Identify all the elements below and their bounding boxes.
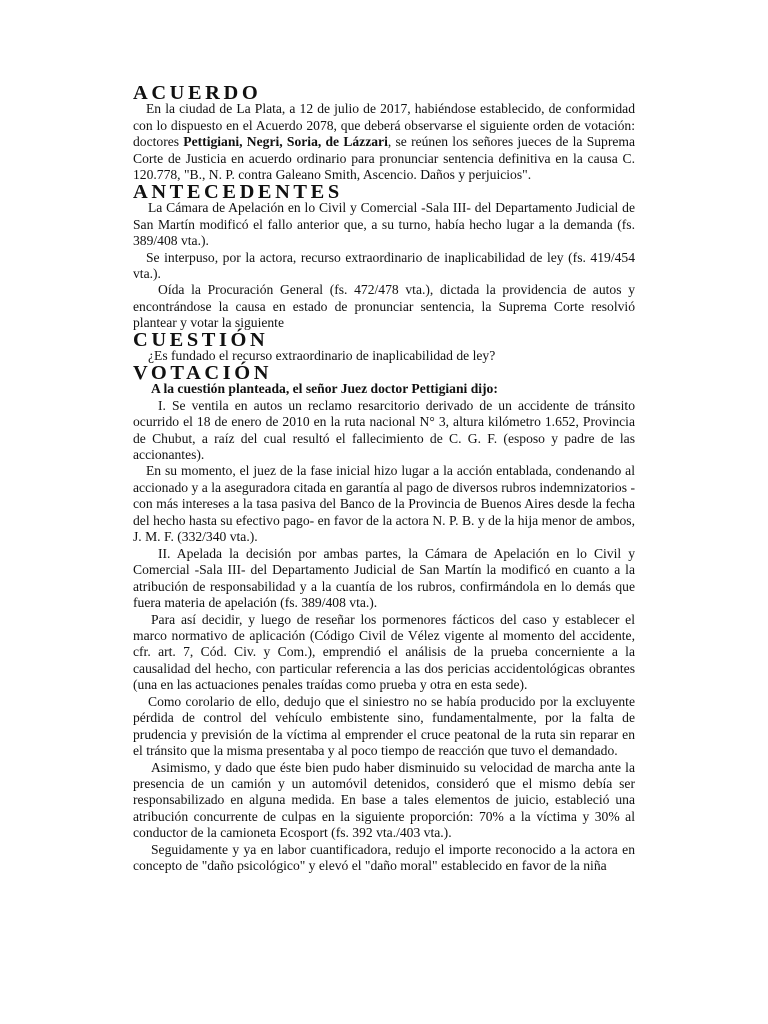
- antecedentes-paragraph-1: La Cámara de Apelación en lo Civil y Comercial -Sala III- del Departamento Judicial de San Martín modificó el fallo anterior que, a su turno, había hecho lugar a la demanda (fs. 389/408 vta.).: [133, 200, 635, 249]
- judges-names: Pettigiani, Negri, Soria, de Lázzari: [183, 134, 388, 150]
- antecedentes-paragraph-3: Oída la Procuración General (fs. 472/478 vta.), dictada la providencia de autos y encontrándose la causa en estado de pronunciar sentencia, la Suprema Corte resolvió plantear y votar la siguiente: [133, 282, 635, 331]
- votacion-paragraph-7: Seguidamente y ya en labor cuantificadora, redujo el importe reconocido a la actora en concepto de "daño psicológico" y elevó el "daño moral" establecido en favor de la niña: [133, 841, 635, 874]
- cuestion-heading: CUESTIÓN: [133, 328, 269, 351]
- antecedentes-paragraph-2: Se interpuso, por la actora, recurso extraordinario de inaplicabilidad de ley (fs. 419/454 vta.).: [133, 249, 635, 281]
- cuestion-paragraph: ¿Es fundado el recurso extraordinario de inaplicabilidad de ley?: [148, 348, 496, 364]
- document-page: [133, 82, 636, 875]
- votacion-paragraph-6: Asimismo, y dado que éste bien pudo haber disminuido su velocidad de marcha ante la presencia de un camión y un automóvil detenidos, consideró que el mismo debía ser responsabilizado en alguna medida. En base a tales elementos de juicio, estableció una atribución concurrente de culpas en la siguiente proporción: 70% a la víctima y 30% al conductor de la camioneta Ecosport (fs. 392 vta./403 vta.).: [133, 759, 635, 841]
- antecedentes-heading: ANTECEDENTES: [133, 180, 343, 203]
- votacion-paragraph-4: Para así decidir, y luego de reseñar los pormenores fácticos del caso y establecer el marco normativo de aplicación (Código Civil de Vélez vigente al momento del accidente, cfr. art. 7, Cód. Civ. y Com.), emprendió el análisis de la prueba concerniente a la causalidad del hecho, con particular referencia a las dos pericias accidentológicas obrantes (una en las actuaciones penales traídas como prueba y otra en esta sede).: [133, 611, 635, 693]
- votacion-heading: VOTACIÓN: [133, 361, 273, 384]
- acuerdo-text-a: En la ciudad de La Plata, a 12 de julio de 2017, habiéndose establecido, de conformidad con lo dispuesto en el Acuerdo 2078, que deberá observarse el siguiente orden de votación: doctores: [133, 101, 635, 150]
- votacion-paragraph-2: En su momento, el juez de la fase inicial hizo lugar a la acción entablada, condenando al accionado y a la aseguradora citada en garantía al pago de diversos rubros indemnizatorios -con más intereses a la tasa pasiva del Banco de la Provincia de Buenos Aires desde la fecha del hecho hasta su efectivo pago- en favor de la actora N. P. B. y de la hija menor de ambos, J. M. F. (332/340 vta.).: [133, 463, 635, 545]
- acuerdo-text-b: , se reúnen los señores jueces de la Suprema Corte de Justicia en acuerdo ordinario para pronunciar sentencia definitiva en la causa C. 120.778, "B., N. P. contra Galeano Smith, Ascencio. Daños y perjuicios".: [133, 134, 636, 183]
- votacion-paragraph-5: Como corolario de ello, dedujo que el siniestro no se había producido por la excluyente pérdida de control del vehículo embistente sino, fundamentalmente, por la falta de prudencia y previsión de la víctima al emprender el cruce peatonal de la ruta sin reparar en el tránsito que la misma presentaba y al poco tiempo de reacción que tuvo el demandado.: [133, 693, 635, 759]
- votacion-subheading: A la cuestión planteada, el señor Juez doctor Pettigiani dijo:: [151, 381, 498, 397]
- acuerdo-paragraph: [133, 101, 635, 183]
- acuerdo-heading: ACUERDO: [133, 82, 262, 104]
- votacion-paragraph-3: II. Apelada la decisión por ambas partes, la Cámara de Apelación en lo Civil y Comercial -Sala III- del Departamento Judicial de San Martín la modificó en cuanto a la atribución de responsabilidad y a la cuantía de los rubros, confirmándola en lo demás que fuera materia de apelación (fs. 389/408 vta.).: [133, 545, 635, 611]
- votacion-paragraph-1: I. Se ventila en autos un reclamo resarcitorio derivado de un accidente de tránsito ocurrido el 18 de enero de 2010 en la ruta nacional N° 3, altura kilómetro 1.652, Provincia de Chubut, a raíz del cual resultó el fallecimiento de C. G. F. (esposo y padre de las accionantes).: [133, 397, 635, 462]
